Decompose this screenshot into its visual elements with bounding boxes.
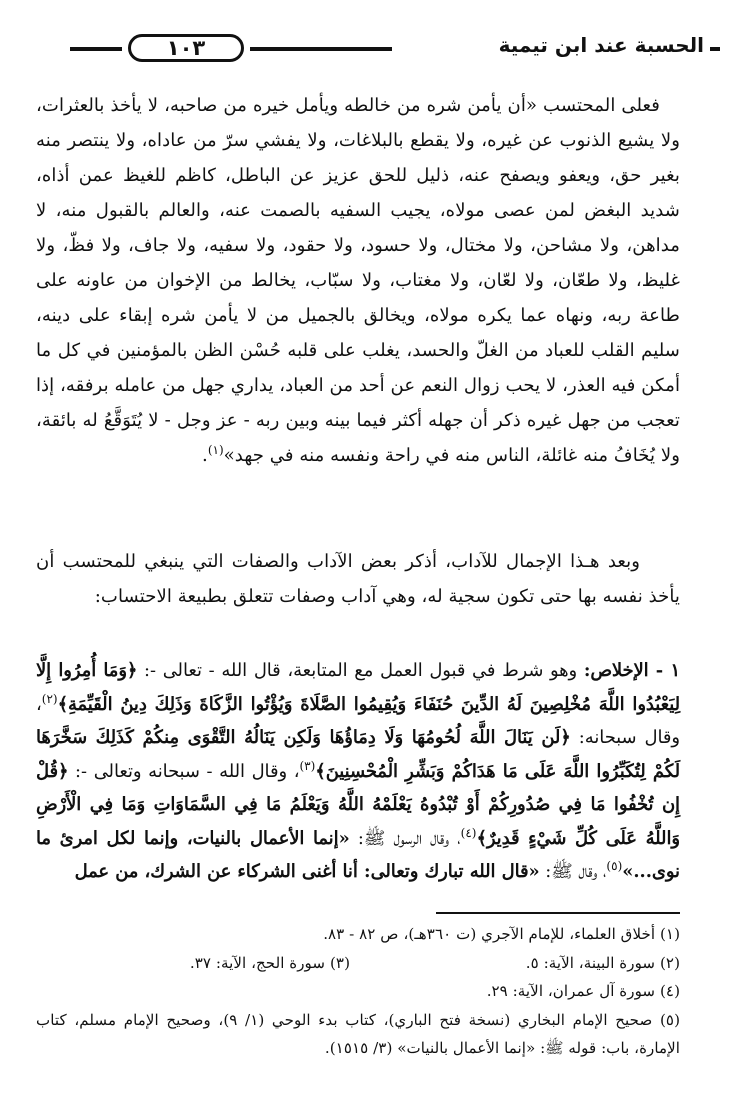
quran-quote-1: ﴿وَمَا أُمِرُوا إِلَّا لِيَعْبُدُوا اللَّهَ مُخْلِصِينَ لَهُ الدِّينَ حُنَفَاءَ وَيُقِيمُوا الصَّلَاةَ وَيُؤْتُوا الزَّكَاةَ وَذَلِكَ دِينُ الْقَيِّمَةِ﴾ — [36, 660, 680, 715]
running-header — [70, 30, 720, 70]
ikhlas-text-3: ، وقال الله - سبحانه وتعالى -: — [68, 760, 300, 782]
hadith-quote-2: «قال الله تبارك وتعالى: أنا أغنى الشركاء عن الشرك، من عمل — [74, 861, 540, 882]
header-rule-left — [70, 47, 122, 51]
footnote-ref-2: (٢) — [41, 691, 58, 706]
paragraph-1-text: فعلى المحتسب «أن يأمن شره من خالطه ويأمل خيره من صاحبه، لا يأخذ بالعثرات، ولا يشيع الذنوب عن غيره، ولا يقطع بالبلاغات، ولا يفشي سرّ من عاداه، ولا ينتصر منه بغير حق، ويعفو ويصفح عنه، ذليل للحق عزيز عن الباطل، كاظم للغيظ عمن أذاه، شديد البغض لمن عصى مولاه، يجيب السفيه بالصمت عنه، والعالم بالقبول منه، لا مداهن، ولا مشاحن، ولا مختال، ولا حسود، ولا حقود، ولا سفيه، ولا جاف، ولا فظّ، ولا غليظ، ولا طعّان، ولا لعّان، ولا مغتاب، ولا سبّاب، يخالط من الإخوان من عاونه على طاعة ربه، ونهاه عما يكره مولاه، ويخالق بالجميل من لا يأمن شره إبقاء على دينه، سليم القلب للعباد من الغلّ والحسد، يغلب على قلبه حُسْن الظن بالمؤمنين في كل ما أمكن فيه العذر، لا يحب زوال النعم عن أحد من العباد، يداري جهل من عامله برفقه، إذا تعجب من جهل غيره ذكر أن جهله أكثر فيما بينه وبين ربه - عز وجل - لا يُتَوَقَّعُ له بائقة، ولا يُخَافُ منه غائلة، الناس منه في راحة ونفسه منه في جهد» — [36, 95, 680, 466]
section-ikhlas — [36, 654, 680, 889]
ikhlas-text-4: ، وقال الرسول ﷺ: — [349, 827, 461, 849]
footnote-3: (٣) سورة الحج، الآية: ٣٧. — [189, 953, 350, 972]
ikhlas-heading: ١ - الإخلاص: — [583, 660, 680, 681]
footnote-row-2-3 — [36, 949, 680, 978]
paragraph-2-text: وبعد هـذا الإجمال للآداب، أذكر بعض الآداب والصفات التي ينبغي للمحتسب أن يأخذ نفسه بها حتى تكون سجية له، وهي آداب وصفات تتعلق بطبيعة الاحتساب: — [36, 551, 680, 607]
footnote-ref-5: (٥) — [606, 859, 623, 874]
footnote-ref-1: (١) — [207, 442, 224, 457]
footnote-ref-3: (٣) — [299, 758, 316, 773]
ikhlas-text-1: وهو شرط في قبول العمل مع المتابعة، قال الله - تعالى -: — [137, 660, 584, 681]
quran-quote-3: ﴿قُلْ إِن تُخْفُوا مَا فِي صُدُورِكُمْ أَوْ تُبْدُوهُ يَعْلَمْهُ اللَّهُ وَيَعْلَمُ مَا فِي السَّمَاوَاتِ وَمَا فِي الْأَرْضِ وَاللَّهُ عَلَى كُلِّ شَيْءٍ قَدِيرٌ﴾ — [36, 760, 680, 849]
footnote-2: (٢) سورة البينة، الآية: ٥. — [525, 953, 680, 972]
paragraph-1-tail: . — [202, 445, 208, 466]
header-rule-middle — [250, 47, 392, 51]
footnote-4: (٤) سورة آل عمران، الآية: ٢٩. — [486, 982, 680, 1000]
quran-quote-2: ﴿لَن يَنَالَ اللَّهَ لُحُومُهَا وَلَا دِمَاؤُهَا وَلَكِن يَنَالُهُ التَّقْوَى مِنكُمْ كَذَلِكَ سَخَّرَهَا لَكُمْ لِتُكَبِّرُوا اللَّهَ عَلَى مَا هَدَاكُمْ وَبَشِّرِ الْمُحْسِنِينَ﴾ — [36, 727, 680, 782]
header-title: الحسبة عند ابن تيمية — [498, 33, 704, 57]
paragraph-adab-intro — [36, 544, 680, 614]
footnotes — [36, 920, 680, 1063]
footnote-ref-4: (٤) — [460, 825, 477, 840]
paragraph-muhtasib-traits — [36, 88, 680, 473]
ikhlas-text-2: ، وقال سبحانه: — [36, 693, 680, 748]
ikhlas-text-5: ، وقال ﷺ: — [539, 861, 607, 882]
page-number: ١٠٣ — [128, 34, 244, 62]
footnote-1: (١) أخلاق العلماء، للإمام الآجري (ت ٣٦٠هـ)، ص ٨٢ - ٨٣. — [323, 925, 680, 943]
header-rule-right — [710, 47, 720, 51]
hadith-quote-1: «إنما الأعمال بالنيات، وإنما لكل امرئ ما نوى...» — [36, 827, 680, 882]
footnote-separator — [436, 912, 680, 914]
footnote-5: (٥) صحيح الإمام البخاري (نسخة فتح الباري)، كتاب بدء الوحي (١/ ٩)، وصحيح الإمام مسلم، كتاب الإمارة، باب: قوله ﷺ: «إنما الأعمال بالنيات» (٣/ ١٥١٥). — [36, 1010, 680, 1057]
